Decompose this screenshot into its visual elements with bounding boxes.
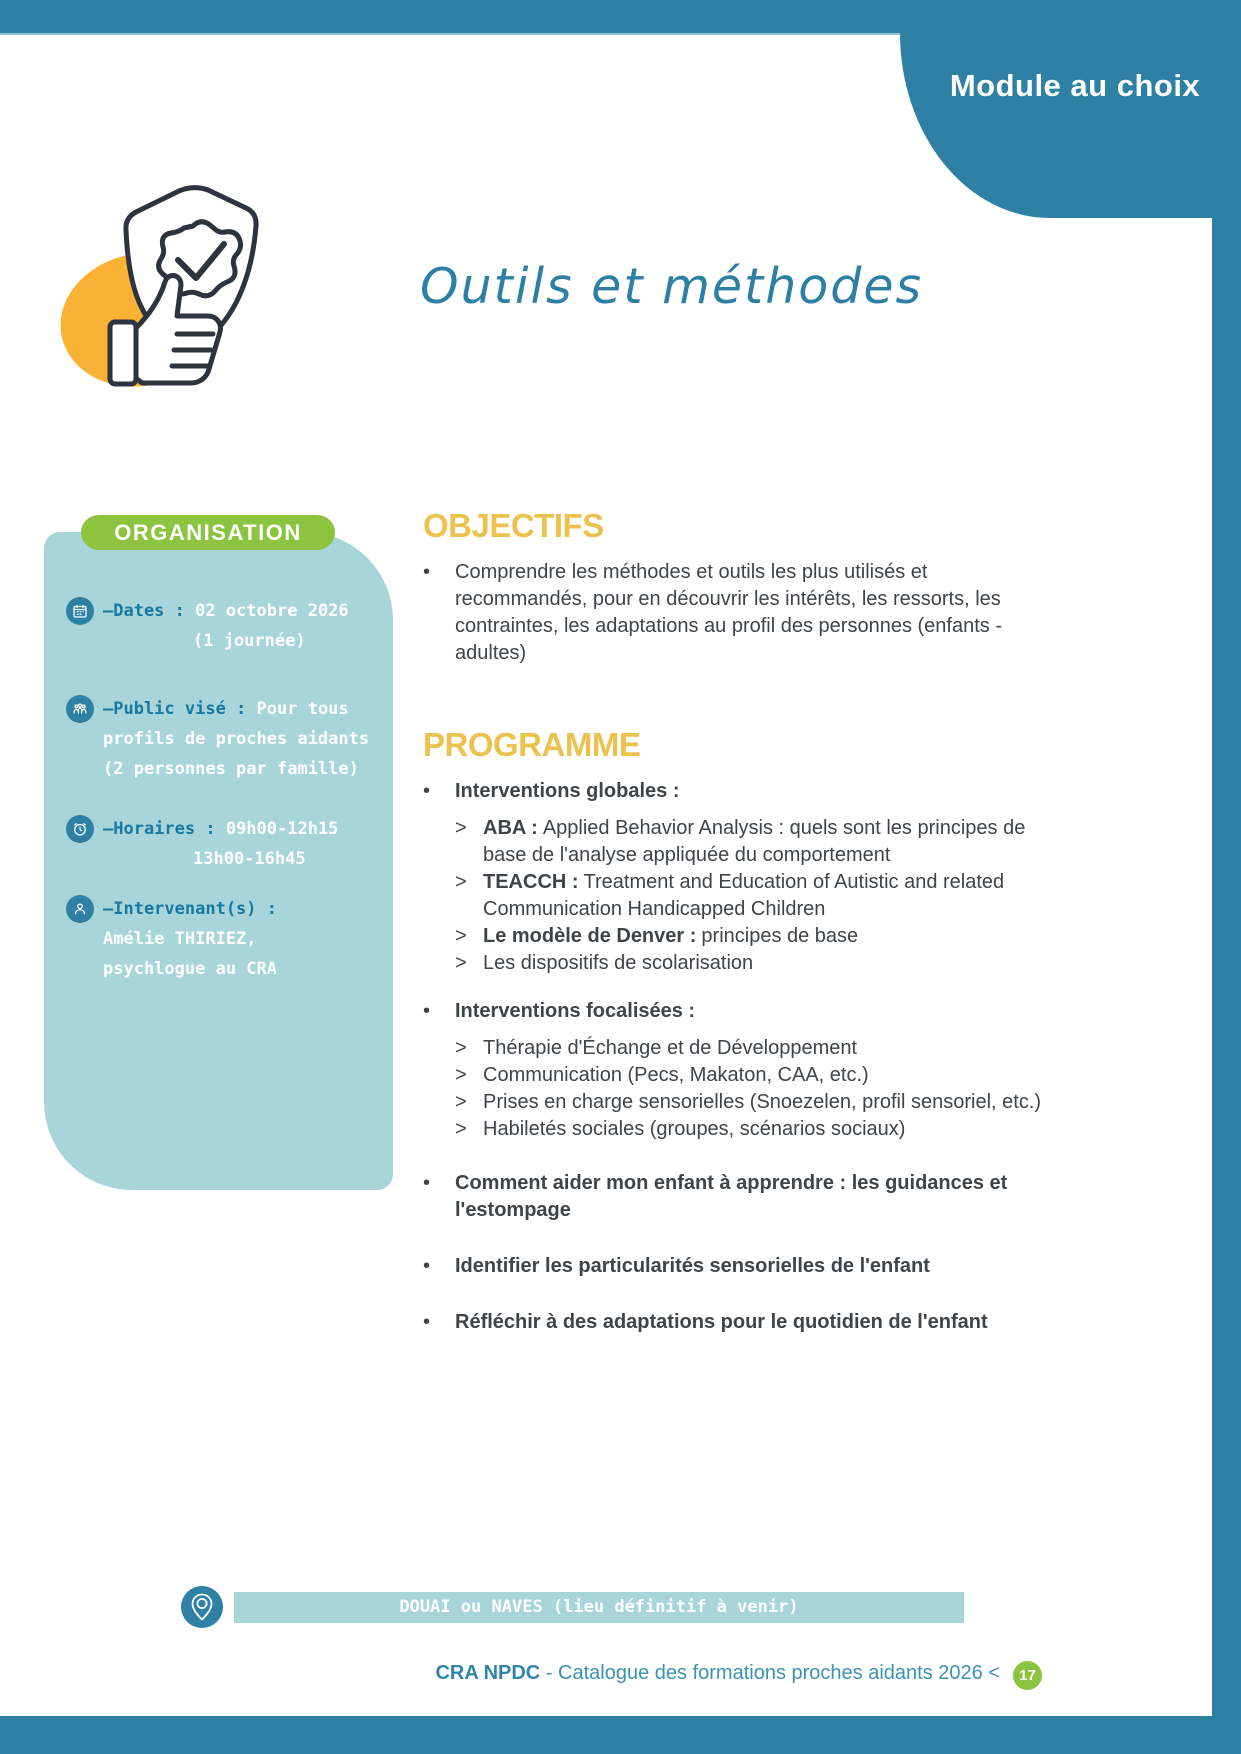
list-item: > Communication (Pecs, Makaton, CAA, etc.) — [455, 1062, 1045, 1089]
list-item: > ABA : Applied Behavior Analysis : quels sont les principes de base de l'analyse appliquée du comportement — [455, 815, 1045, 869]
sub-marker: > — [455, 1118, 467, 1140]
org-value-horaires: 09h00-12h15 — [225, 819, 339, 839]
list-item: > Les dispositifs de scolarisation — [455, 950, 1045, 977]
footer-text: - Catalogue des formations proches aidants 2026 < — [540, 1662, 1000, 1684]
org-line: psychlogue au CRA — [103, 959, 277, 979]
bullet-marker: • — [423, 561, 431, 583]
calendar-icon — [66, 597, 94, 625]
org-item-horaires — [44, 814, 393, 874]
org-item-public — [44, 694, 393, 784]
bullet-marker: • — [423, 780, 431, 802]
objectifs-heading: OBJECTIFS — [423, 507, 604, 544]
objectifs-bullet — [423, 559, 1045, 667]
sub-marker: > — [455, 1037, 467, 1059]
org-label-public: –Public visé : — [103, 699, 257, 719]
programme-group1-sublist — [423, 815, 1045, 977]
location-bar: DOUAI ou NAVES (lieu définitif à venir) — [234, 1592, 964, 1623]
programme-bullet-3: • Comment aider mon enfant à apprendre : les guidances et l'estompage — [423, 1170, 1045, 1224]
org-label-horaires: –Horaires : — [103, 819, 226, 839]
programme-group2-sublist — [423, 1035, 1045, 1143]
org-line: 13h00-16h45 — [193, 849, 306, 869]
org-label-intervenant: –Intervenant(s) : — [103, 899, 277, 919]
footer-line — [0, 1662, 1000, 1685]
org-value-public: Pour tous — [256, 699, 349, 719]
organisation-header: ORGANISATION — [81, 515, 335, 550]
sub-marker: > — [455, 1091, 467, 1113]
org-label-dates: –Dates : — [103, 601, 196, 621]
main-content — [423, 506, 1045, 1336]
bullet-marker: • — [423, 1000, 431, 1022]
bullet-marker: • — [423, 1255, 431, 1277]
right-border — [1212, 0, 1241, 1754]
org-item-dates — [44, 596, 393, 656]
people-icon — [66, 695, 94, 723]
programme-group2-label: • Interventions focalisées : — [423, 998, 1045, 1025]
bottom-border — [0, 1716, 1241, 1754]
organisation-panel — [44, 520, 393, 1190]
list-item: > Habiletés sociales (groupes, scénarios sociaux) — [455, 1116, 1045, 1143]
programme-bullet-5: • Réfléchir à des adaptations pour le quotidien de l'enfant — [423, 1309, 1045, 1336]
list-item: > Le modèle de Denver : principes de base — [455, 923, 1045, 950]
org-line: (1 journée) — [193, 631, 306, 651]
org-line: Amélie THIRIEZ, — [103, 929, 257, 949]
clock-icon — [66, 815, 94, 843]
sub-marker: > — [455, 1064, 467, 1086]
module-badge-label: Module au choix — [949, 68, 1201, 103]
programme-group1-label: • Interventions globales : — [423, 778, 1045, 805]
bullet-marker: • — [423, 1172, 431, 1194]
person-icon — [66, 895, 94, 923]
page-number-badge: 17 — [1013, 1661, 1042, 1690]
thumbs-up-shield-icon — [58, 168, 278, 388]
sub-marker: > — [455, 871, 467, 893]
org-line: profils de proches aidants — [103, 729, 370, 749]
sub-marker: > — [455, 925, 467, 947]
page-title: Outils et méthodes — [420, 258, 924, 315]
footer-brand: CRA NPDC — [435, 1662, 541, 1684]
module-badge — [900, 0, 1241, 218]
list-item: > TEACCH : Treatment and Education of Autistic and related Communication Handicapped Children — [455, 869, 1045, 923]
programme-heading: PROGRAMME — [423, 726, 641, 763]
list-item: > Prises en charge sensorielles (Snoezelen, profil sensoriel, etc.) — [455, 1089, 1045, 1116]
programme-bullet-4: • Identifier les particularités sensorielles de l'enfant — [423, 1253, 1045, 1280]
list-item: > Thérapie d'Échange et de Développement — [455, 1035, 1045, 1062]
location-pin-icon — [181, 1586, 223, 1628]
org-value-dates: 02 octobre 2026 — [195, 601, 349, 621]
org-item-intervenant — [44, 894, 393, 984]
sub-marker: > — [455, 952, 467, 974]
objectifs-text: Comprendre les méthodes et outils les plus utilisés et recommandés, pour en découvrir les intérêts, les ressorts, les contraintes, les adaptations au profil des personnes (enfants - adultes) — [455, 561, 1002, 664]
sub-marker: > — [455, 817, 467, 839]
bullet-marker: • — [423, 1311, 431, 1333]
org-line: (2 personnes par famille) — [103, 759, 359, 779]
